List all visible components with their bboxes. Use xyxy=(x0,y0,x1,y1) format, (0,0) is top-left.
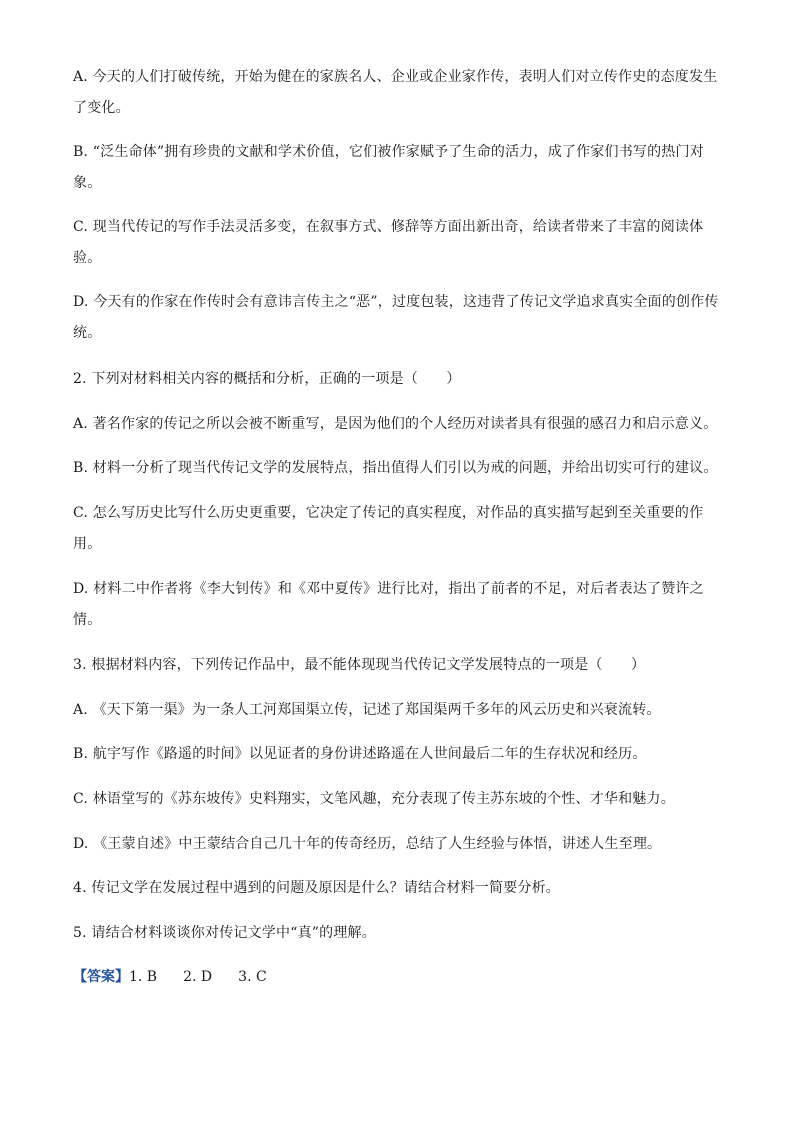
q3-option-b: B. 航宇写作《路遥的时间》以见证者的身份讲述路遥在人世间最后二年的生存状况和经历。 xyxy=(73,746,647,762)
q2-option-b: B. 材料一分析了现当代传记文学的发展特点，指出值得人们引以为戒的问题，并给出切实可行的建议。 xyxy=(73,460,718,476)
q2-option-d-line-1: D. 材料二中作者将《李大钊传》和《邓中夏传》进行比对，指出了前者的不足，对后者表达了赞许之 xyxy=(73,581,704,597)
option-c-line-1: C. 现当代传记的写作手法灵活多变，在叙事方式、修辞等方面出新出奇，给读者带来了丰富的阅读体 xyxy=(73,219,704,235)
question-3: 3. 根据材料内容，下列传记作品中，最不能体现现当代传记文学发展特点的一项是（ ） xyxy=(73,657,646,673)
q3-option-d: D. 《王蒙自述》中王蒙结合自己几十年的传奇经历，总结了人生经验与体悟，讲述人生至理。 xyxy=(73,836,662,852)
option-b-line-2: 象。 xyxy=(73,175,102,191)
question-2: 2. 下列对材料相关内容的概括和分析，正确的一项是（ ） xyxy=(73,371,461,387)
q3-option-a: A. 《天下第一渠》为一条人工河郑国渠立传，记述了郑国渠两千多年的风云历史和兴衰流转。 xyxy=(73,702,661,718)
option-a-line-2: 了变化。 xyxy=(73,100,130,116)
q2-option-c-line-2: 用。 xyxy=(73,536,102,552)
q2-option-c-line-1: C. 怎么写历史比写什么历史更重要，它决定了传记的真实程度，对作品的真实描写起到至关重要的作 xyxy=(73,505,704,521)
answer-item: 3. C xyxy=(238,969,267,985)
option-c-line-2: 验。 xyxy=(73,250,102,266)
question-5: 5. 请结合材料谈谈你对传记文学中“真”的理解。 xyxy=(73,925,376,941)
option-a-line-1: A. 今天的人们打破传统，开始为健在的家族名人、企业或企业家作传，表明人们对立传作史的态度发生 xyxy=(73,69,718,85)
answer-label: 【答案】 xyxy=(73,969,129,985)
q3-option-c: C. 林语堂写的《苏东坡传》史料翔实，文笔风趣，充分表现了传主苏东坡的个性、才华和魅力。 xyxy=(73,791,675,807)
question-4: 4. 传记文学在发展过程中遇到的问题及原因是什么？请结合材料一简要分析。 xyxy=(73,880,561,896)
answer-items xyxy=(129,969,293,985)
q2-option-a: A. 著名作家的传记之所以会被不断重写，是因为他们的个人经历对读者具有很强的感召力和启示意义。 xyxy=(73,416,718,432)
answer-line xyxy=(73,961,293,993)
option-d-line-2: 统。 xyxy=(73,325,102,341)
answer-item: 1. B xyxy=(129,969,158,985)
q2-option-d-line-2: 情。 xyxy=(73,612,102,628)
answer-item: 2. D xyxy=(183,969,213,985)
option-b-line-1: B. “泛生命体”拥有珍贵的文献和学术价值，它们被作家赋予了生命的活力，成了作家们书写的热门对 xyxy=(73,144,704,160)
option-d-line-1: D. 今天有的作家在作传时会有意讳言传主之“恶”，过度包装，这违背了传记文学追求真实全面的创作传 xyxy=(73,294,719,310)
